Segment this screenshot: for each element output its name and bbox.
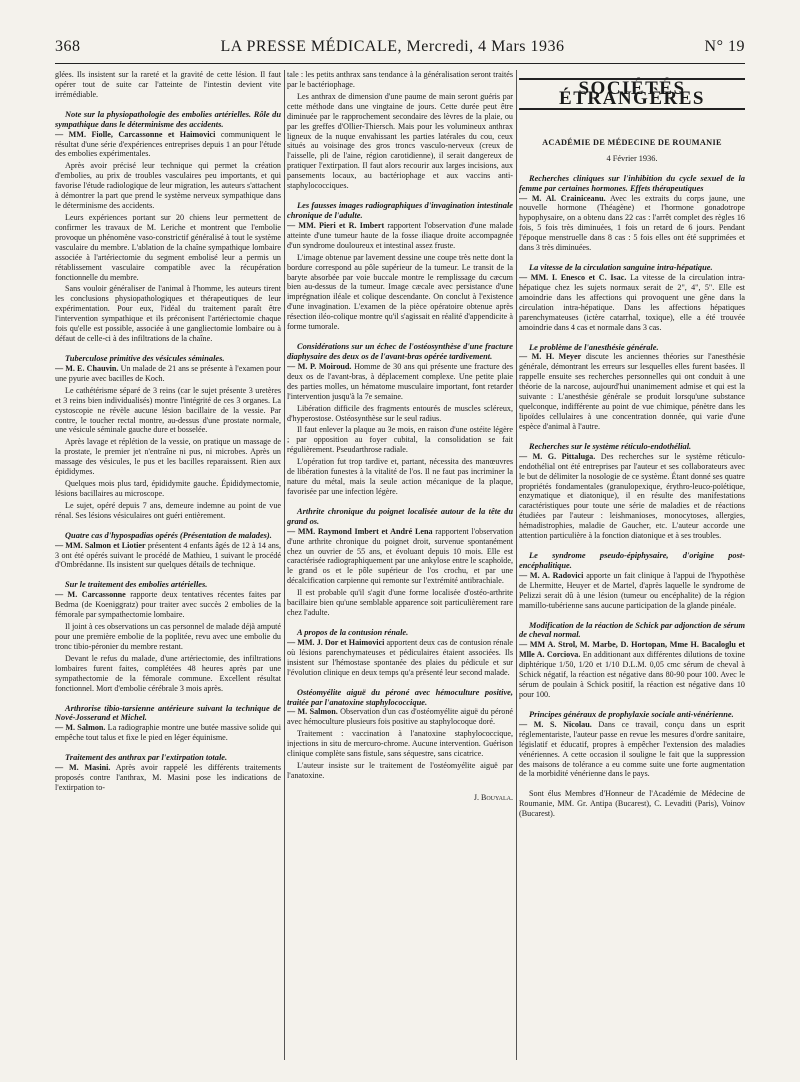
article-authors: — M. G. Pittaluga. [519, 451, 596, 461]
article-authors: — M. S. Nicolau. [519, 719, 592, 729]
column-divider [516, 70, 517, 1060]
article-authors: — M. Al. Crainiceanu. [519, 193, 606, 203]
paragraph: L'auteur insiste sur le traitement de l'ostéomyélite aiguë par l'anatoxine. [287, 761, 513, 780]
issue-number: N° 19 [704, 38, 745, 55]
article-authors: — M. E. Chauvin. [55, 363, 119, 373]
paragraph: Après lavage et réplétion de la vessie, on pratique un massage de la prostate, le premier jet n'entraîne ni pus, ni microbes. Après un massage des vésicules, le pus et les bacilles reparaissent. Rien aux épididymes. [55, 437, 281, 477]
article-authors: — M. Salmon. [287, 707, 338, 717]
article-authors: — MM A. Strol, M. Marbe, D. Hortopan, Mme H. Bacaloglu et Mlle A. Corciova. [519, 640, 745, 660]
article-title: Modification de la réaction de Schick par adjonction de sérum de cheval normal. [519, 620, 745, 640]
paragraph: La radiographie montre une butée massive solide qui empêche tout talus et fixe le pied en léger équinisme. [55, 723, 281, 743]
column-1 [55, 70, 281, 1060]
paragraph: La vitesse de la circulation intra-hépatique chez les sujets normaux serait de 2", 4", 5". Elle est amoindrie dans les affections qui provoquent une gêne dans la circulation intra-hépatique. Dans les affections hépatiques parenchymateuses (ictère catarrhal, toxique), elle a été trouvée amoindrie dans 4 cas et normale dans 3 cas. [519, 272, 745, 332]
paragraph: Sont élus Membres d'Honneur de l'Académie de Médecine de Roumanie, MM. Gr. Antipa (Bucarest), C. Levaditi (Paris), Voinov (Bucarest). [519, 789, 745, 819]
article-authors: — MM. Fiolle, Carcassonne et Haimovici [55, 129, 216, 139]
article-authors: — MM. Pieri et R. Imbert [287, 220, 385, 230]
article-authors: — M. Carcassonne [55, 590, 126, 600]
academy-heading: ACADÉMIE DE MÉDECINE DE ROUMANIE [542, 137, 722, 147]
section-title: SOCIÉTÉS ÉTRANGÈRES [519, 78, 745, 110]
paragraph: L'opération fut trop tardive et, partant, nécessita des manœuvres de libération funestes à la vitalité de l'os. Il ne faut pas incriminer la nature du métal, mais la seule action mécanique de la plaque, favorisée par une infection légère. [287, 457, 513, 496]
paragraph: Le sujet, opéré depuis 7 ans, demeure indemne au point de vue rénal. Ses lésions vésiculaires ont guéri entièrement. [55, 500, 281, 520]
column-3 [519, 70, 745, 1060]
paragraph: Des recherches sur le système réticulo-endothélial ont été entreprises par l'auteur et ses collaborateurs avec le but de délimiter la nosologie de ce système. Étant donné ses quatre propriétés fondamentales (granulopexique, érythro-leuco-poïétique, enzymatique et diatonique), il en résulte des manifestations caractéristiques pour toute une série de maladies et de réactions étudiées par l'auteur : leishmanioses, monocytoses, allergies, hémadistrophies, maladie de Gaucher, etc. L'auteur accorde une attention particulière à la fonction diatonique et à ses troubles. [519, 451, 745, 541]
article-authors: — MM. I. Enesco et C. Isac. [519, 272, 627, 282]
article-authors: — MM. Salmon et Liotier [55, 540, 146, 550]
paragraph: Devant le refus du malade, d'une artériectomie, des infiltrations lombaires furent faites, complétées 48 heures après par une sympathectomie de la fémorale commune. Excellent résultat fonctionnel. Mort d'embolie cérébrale 3 mois après. [55, 653, 281, 693]
article-title: Quatre cas d'hypospadias opérés (Présentation de malades). [65, 530, 272, 540]
paragraph: L'image obtenue par lavement dessine une coupe très nette dont la bordure correspond au pôle supérieur de la tumeur. Le transit de la baryte absorbée par voie buccale montre le remplissage du cæcum bien au-dessus de la tumeur. Image cæcale avec persistance d'une imprégnation iléale et colique descendante. On conclut à l'existence d'une invagination. L'examen de la pièce opératoire obtenue après résection iléo-colique montre qu'il s'agissait en réalité d'appendicite à forme tumorale. [287, 252, 513, 332]
article-title: Tuberculose primitive des vésicules séminales. [65, 353, 225, 363]
page-header [55, 38, 745, 60]
article-authors: — MM. Raymond Imbert et André Lena [287, 526, 433, 536]
article-title: Principes généraux de prophylaxie sociale anti-vénérienne. [529, 709, 734, 719]
paragraph: Libération difficile des fragments entourés de muscles scléreux, d'hyperostose. Ostéosynthèse sur le seul radius. [287, 403, 513, 423]
article-title: Sur le traitement des embolies artérielles. [65, 580, 208, 590]
paragraph: apporte un fait clinique à l'appui de l'hypothèse de Lhermitte, Heuyer et de Martel, d'après laquelle le syndrome de Pelizzi serait dû à une lésion (tumeur ou encéphalite) de la région mamillo-tubérienne sans aucune participation de la glande pinéale. [519, 570, 745, 610]
paragraph: Homme de 30 ans qui présente une fracture des deux os de l'avant-bras, à déplacement complexe. Une petite plaie des parties molles, un hématome musculaire important, font retarder l'intervention jusqu'à la 7e semaine. [287, 361, 513, 401]
paragraph: Un malade de 21 ans se présente à l'examen pour une pyurie avec bacilles de Koch. [55, 363, 281, 383]
article-title: Arthrite chronique du poignet localisée autour de la tête du grand os. [287, 506, 513, 526]
paragraph: Leurs expériences portant sur 20 chiens leur permettent de confirmer les travaux de M. Leriche et montrent que l'embolie provoque un phénomène vaso-constrictif généralisé à tout le système vasculaire du membre. L'ablation de la chaîne sympathique lombaire associée à l'artériectomie du segment embolisé leur a permis un rétablissement vasculaire compatible avec la récupération fonctionnelle du membre. [55, 212, 281, 282]
article-authors: — M. A. Radovici [519, 570, 584, 580]
article-authors: — M. Masini. [55, 763, 111, 773]
paragraph: Dans ce travail, conçu dans un esprit réglementariste, l'auteur passe en revue les mesures d'ordre sanitaire, législatif et éducatif, propres à empêcher l'extension des maladies vénériennes. A cette occasion il souligne le fait que la suppression des maisons de tolérance a eu comme suite une forte augmentation de la morbidité vénérienne dans le pays. [519, 719, 745, 779]
paragraph: rapporte deux tentatives récentes faites par Bedrna (de Koeniggratz) pour traiter avec succès 2 embolies de la fémorale par sympathectomie lombaire. [55, 590, 281, 620]
column-2 [287, 70, 513, 1060]
article-authors: — M. Salmon. [55, 723, 106, 733]
paragraph: Avec les extraits du corps jaune, une nouvelle hormone (Théagène) et l'hormone gonadotrope hypophysaire, on a obtenu dans 22 cas : l'arrêt complet des règles 16 fois, 5 fois très diminuées, 1 fois un retard de 6 jours. Pendant l'époque menstruelle dans 8 cas : 5 fois elles ont été supprimées et dans 3 très diminuées. [519, 193, 745, 253]
paragraph: Observation d'un cas d'ostéomyélite aiguë du péroné avec hémoculture plusieurs fois positive au staphylocoque doré. [287, 707, 513, 727]
article-title: Recherches sur le système réticulo-endothélial. [529, 441, 692, 451]
article-title: Le problème de l'anesthésie générale. [529, 342, 659, 352]
article-title: Le syndrome pseudo-épiphysaire, d'origine post-encéphalitique. [519, 551, 745, 570]
paragraph: tale : les petits anthrax sans tendance à la généralisation seront traités par le bactériophage. [287, 70, 513, 89]
session-date: 4 Février 1936. [606, 153, 658, 163]
header-rule [55, 63, 745, 64]
article-title: Arthrorise tibio-tarsienne antérieure suivant la technique de Nové-Josserand et Michel. [55, 703, 281, 723]
article-authors: — MM. J. Dor et Haimovici [287, 637, 385, 647]
article-title: Note sur la physiopathologie des embolies artérielles. Rôle du sympathique dans le déterminisme des accidents. [55, 109, 281, 129]
paragraph: Après avoir précisé leur technique qui permet la création d'embolies, au prix de troubles vasculaires peu importants, et qui favorise l'étude radiologique de leur migration, les auteurs s'attachent à démontrer la part que prend le système nerveux sympathique dans le déterminisme des accidents. [55, 161, 281, 211]
paragraph: Le cathétérisme séparé de 3 reins (car le sujet présente 3 uretères et 3 reins bien individualisés) montre l'intégrité de ces 3 organes. La cystoscopie ne révèle aucune lésion bacillaire de la vessie. Par contre, le toucher rectal montre, au-dessus d'une prostate normale, une vésicule séminale gauche dure et bosselée. [55, 385, 281, 435]
paragraph: discute les anciennes théories sur l'anesthésie générale, démontrant les erreurs sur lesquelles elles furent basées. Il rappelle ensuite ses recherches personnelles qui ont conduit à une théorie de la narcose, aujourd'hui unanimement admise et qui est la suivante : L'anesthésie générale se produit lorsqu'une substance quelconque, indifférente au point de vue chimique, pénètre dans les lipoïdes cellulaires à une concentration donnée, qui varie d'une espèce d'animal à l'autre. [519, 352, 745, 431]
article-title: Considérations sur un échec de l'ostéosynthèse d'une fracture diaphysaire des deux os de l'avant-bras opérée tardivement. [287, 342, 513, 361]
paragraph: Il joint à ces observations un cas personnel de malade déjà amputé pour une première embolie de la poplitée, revu avec une embolie du tronc tibio-péronier du membre restant. [55, 622, 281, 651]
paragraph: Sans vouloir généraliser de l'animal à l'homme, les auteurs tirent les conclusions physiopathologiques et thérapeutiques de leur expérimentation. Pour eux, l'idéal du traitement paraît être l'intervention sympathique et ils préconisent l'artériectomie chaque fois qu'elle est possible, associée à une gangliectomie lombaire ou à défaut de celle-ci à des infiltrations de la chaîne. [55, 284, 281, 344]
paragraph: glées. Ils insistent sur la rareté et la gravité de cette lésion. Il faut opérer tout de suite car l'atteinte de l'intestin devient vite irrémédiable. [55, 70, 281, 99]
signature: J. Bouyala. [473, 792, 513, 802]
page-number: 368 [55, 38, 81, 55]
article-title: Traitement des anthrax par l'extirpation totale. [65, 753, 228, 763]
paragraph: rapportent l'observation d'une malade atteinte d'une tumeur haute de la fosse iliaque droite accompagnée d'un syndrome douloureux et intestinal assez fruste. [287, 220, 513, 250]
article-title: Recherches cliniques sur l'inhibition du cycle sexuel de la femme par certaines hormones. Effets thérapeutiques [519, 173, 745, 193]
column-divider [284, 70, 285, 1060]
journal-title: LA PRESSE MÉDICALE, Mercredi, 4 Mars 1936 [220, 38, 565, 55]
article-title: La vitesse de la circulation sanguine intra-hépatique. [529, 263, 713, 273]
paragraph: présentent 4 enfants âgés de 12 à 14 ans, 3 ont été opérés suivant le procédé de Mathieu, 1 suivant le procédé d'Ombrédanne. Ils insistent sur quelques détails de technique. [55, 540, 281, 570]
article-title: Ostéomyélite aiguë du péroné avec hémoculture positive, traitée par l'anatoxine staphylococcique. [287, 687, 513, 707]
paragraph: Il faut enlever la plaque au 3e mois, en raison d'une ostéite légère ; par opposition au foyer cubital, la consolidation se fait régulièrement. Pseudarthrose radiale. [287, 425, 513, 455]
paragraph: Les anthrax de dimension d'une paume de main seront guéris par cette méthode dans une vingtaine de jours. Cette durée peut être diminuée par le rapprochement secondaire des lèvres de la plaie, ou par les greffes d'Ollier-Thiersch. Mais pour les volumineux anthrax ligneux de la nuque envahissant les parties latérales du cou, ceux situés au voisinage des gros troncs vasculo-nerveux (creux de l'aisselle, pli de l'aine, région carotidienne), il serait dangereux de pratiquer l'extirpation. Il faut alors recourir aux larges incisions, aux pansements locaux, au bactériophage et aux vaccins anti-staphylococciques. [287, 91, 513, 191]
paragraph: communiquent le résultat d'une série d'expériences entreprises depuis 1 an pour l'étude des embolies expérimentales. [55, 129, 281, 159]
paragraph: En additionant aux différentes dilutions de toxine diphtérique 1/50, 1/20 et 1/10 D.L.M. 0,05 cmc sérum de cheval à Schick négatif, la réaction est négative dans 80-90 pour 100. Avec le sérum de poulain à Schick positif, la réaction est négative dans 10 pour 100. [519, 650, 745, 700]
paragraph: Après avoir rappelé les différents traitements proposés contre l'anthrax, M. Masini pose les indications de l'extirpation to- [55, 763, 281, 792]
paragraph: Il est probable qu'il s'agit d'une forme localisée d'ostéo-arthrite bacillaire bien qu'une semblable apparence soit particulièrement rare chez l'adulte. [287, 588, 513, 618]
article-authors: — M. P. Moiroud. [287, 361, 352, 371]
paragraph: apportent deux cas de contusion rénale où lésions parenchymateuses et pédiculaires étaient associées. Ils insistent sur l'hémostase spontanée des plaies du pédicule et sur l'évolution clinique en deux temps qu'a présenté leur second malade. [287, 637, 513, 677]
article-title: Les fausses images radiographiques d'invagination intestinale chronique de l'adulte. [287, 201, 513, 220]
article-authors: — M. H. Meyer [519, 352, 582, 362]
article-title: A propos de la contusion rénale. [297, 628, 409, 638]
paragraph: rapportent l'observation d'une arthrite chronique du poignet droit, survenue spontanément chez un ouvrier de 55 ans, et évoluant depuis 10 mois. Elle est caractérisée radiographiquement par une ankylose entre le scaphoïde, le grand os et le pôle supérieur de l'os crochu, et par une décalcification carpienne qui remonte sur l'extrémité antibrachiale. [287, 526, 513, 586]
paragraph: Quelques mois plus tard, épididymite gauche. Épididymectomie, lésions bacillaires au microscope. [55, 479, 281, 498]
paragraph: Traitement : vaccination à l'anatoxine staphylococcique, injections in situ de mercuro-chrome. Aucune intervention. Guérison clinique complète sans fistule, sans séquestre, sans cicatrice. [287, 729, 513, 759]
